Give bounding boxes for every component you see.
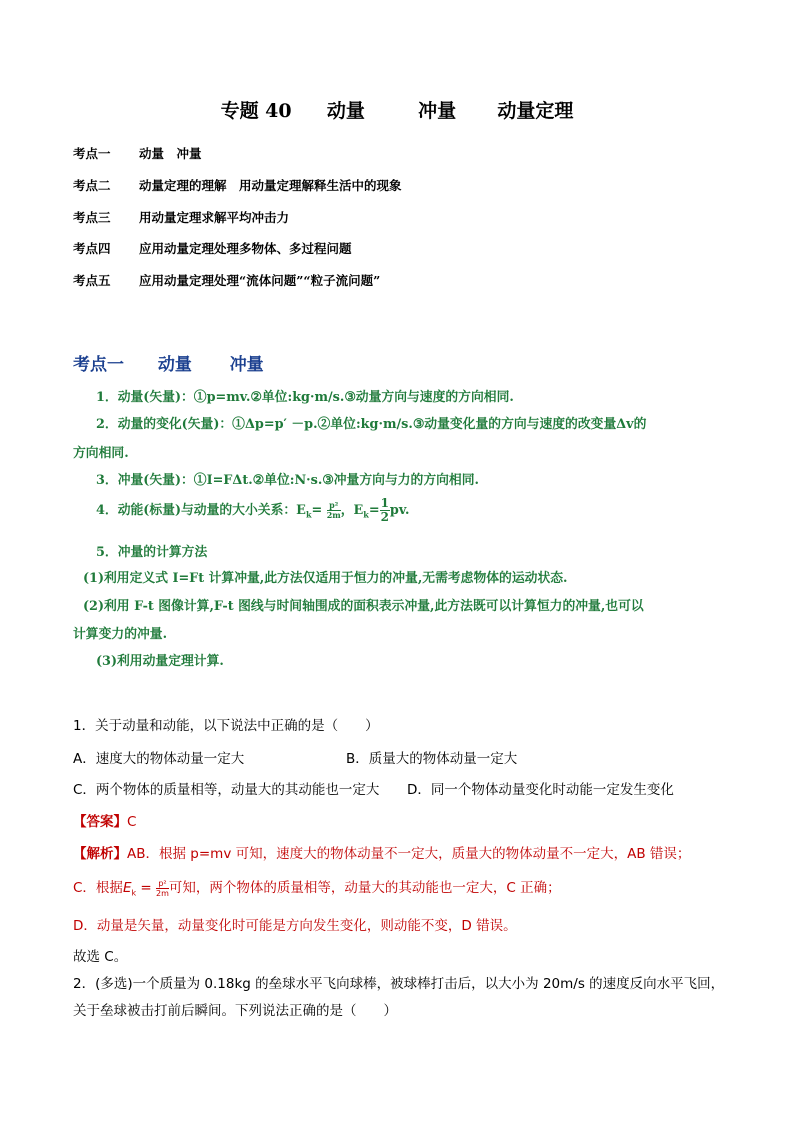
subscript: k: [363, 509, 369, 520]
equals-sign: =: [311, 503, 323, 518]
title-part-impulse: 冲量: [418, 100, 457, 122]
section-heading: [73, 350, 264, 375]
equals-sign: =: [368, 503, 380, 518]
answer-value: C: [127, 814, 137, 830]
toc-item: [73, 239, 352, 257]
option-b: B．质量大的物体动量一定大: [346, 751, 518, 767]
point-2: 2．动量的变化(矢量)：①Δp=p′ －p.②单位:kg·m/s.③动量变化量的方向与速度的改变量Δv的: [96, 417, 647, 432]
method-3: (3)利用动量定理计算.: [96, 654, 224, 669]
subscript: k: [131, 888, 137, 898]
point-1: 1．动量(矢量)：①p=mv.②单位:kg·m/s.③动量方向与速度的方向相同.: [96, 390, 514, 405]
section-title-b: 冲量: [229, 355, 264, 375]
subscript: k: [305, 509, 312, 520]
toc-key: 考点五: [73, 273, 111, 288]
toc-key: 考点四: [73, 241, 111, 256]
denominator: 2m: [326, 510, 341, 520]
toc-item: [73, 271, 380, 289]
toc-item: [73, 176, 402, 194]
analysis-text: C．根据: [73, 880, 123, 896]
option-a: A．速度大的物体动量一定大: [73, 751, 245, 767]
point-3: 3．冲量(矢量)：①I=FΔt.②单位:N·s.③冲量方向与力的方向相同.: [96, 473, 479, 488]
fraction-p2-over-2m: [327, 501, 341, 520]
toc-key: 考点一: [73, 146, 111, 161]
denominator: 2m: [156, 888, 169, 898]
point-5: 5．冲量的计算方法: [96, 545, 208, 560]
energy-symbol: E: [122, 880, 132, 896]
section-key: 考点一: [73, 355, 124, 375]
toc-key: 考点三: [73, 210, 111, 225]
analysis-text: AB．根据 p=mv 可知，速度大的物体动量不一定大，质量大的物体动量不一定大，AB 错误；: [127, 846, 691, 862]
option-c: C．两个物体的质量相等，动量大的其动能也一定大: [73, 782, 380, 798]
method-2: (2)利用 F-t 图像计算,F-t 图线与时间轴围成的面积表示冲量,此方法既可以计算恒力的冲量,也可以: [83, 599, 644, 614]
question-stem-cont: 关于垒球被击打前后瞬间。下列说法正确的是（ ）: [73, 1003, 397, 1019]
answer-tag: 【答案】: [73, 814, 127, 830]
point-4-mid: ，E: [340, 503, 364, 518]
method-1: (1)利用定义式 I=Ft 计算冲量,此方法仅适用于恒力的冲量,无需考虑物体的运动状态.: [83, 571, 568, 586]
analysis-line-3: D．动量是矢量，动量变化时可能是方向发生变化，则动能不变，D 错误。: [73, 918, 517, 934]
analysis-conclusion: 故选 C。: [73, 949, 128, 965]
point-4: [96, 497, 409, 524]
numerator: 1: [380, 496, 389, 510]
toc-text: 动量 冲量: [139, 146, 202, 161]
equals-sign: =: [136, 880, 157, 896]
numerator: p²: [156, 879, 169, 889]
point-4-end: pv.: [389, 503, 410, 518]
section-title-a: 动量: [157, 355, 192, 375]
title-part-momentum: 动量: [326, 100, 365, 122]
toc-text: 动量定理的理解 用动量定理解释生活中的现象: [139, 178, 402, 193]
title-topic-number: 专题 40: [220, 100, 292, 122]
analysis-text: 可知，两个物体的质量相等，动量大的其动能也一定大，C 正确；: [168, 880, 561, 896]
numerator: p²: [327, 501, 341, 511]
title-part-theorem: 动量定理: [497, 100, 574, 122]
denominator: 2: [380, 510, 389, 524]
question-stem: 1．关于动量和动能，以下说法中正确的是（ ）: [73, 718, 379, 734]
toc-item: [73, 144, 202, 162]
analysis-line-2: [73, 876, 561, 898]
analysis-line-1: [73, 842, 690, 862]
toc-text: 应用动量定理处理多物体、多过程问题: [139, 241, 352, 256]
fraction-one-half: [380, 497, 390, 524]
page-title: [0, 96, 794, 123]
fraction-p2-over-2m: [156, 879, 169, 898]
toc-key: 考点二: [73, 178, 111, 193]
toc-text: 用动量定理求解平均冲击力: [139, 210, 290, 225]
option-d: D．同一个物体动量变化时动能一定发生变化: [407, 782, 674, 798]
analysis-tag: 【解析】: [73, 846, 127, 862]
answer-line: [73, 810, 136, 830]
point-2-cont: 方向相同.: [73, 446, 129, 461]
question-stem: 2．(多选)一个质量为 0.18kg 的垒球水平飞向球棒，被球棒打击后，以大小为 20m/s 的速度反向水平飞回，: [73, 976, 725, 992]
toc-text: 应用动量定理处理“流体问题”“粒子流问题”: [139, 273, 381, 288]
point-4-text: 4．动能(标量)与动量的大小关系：E: [96, 503, 306, 518]
method-2-cont: 计算变力的冲量.: [73, 627, 168, 642]
toc-item: [73, 208, 289, 226]
